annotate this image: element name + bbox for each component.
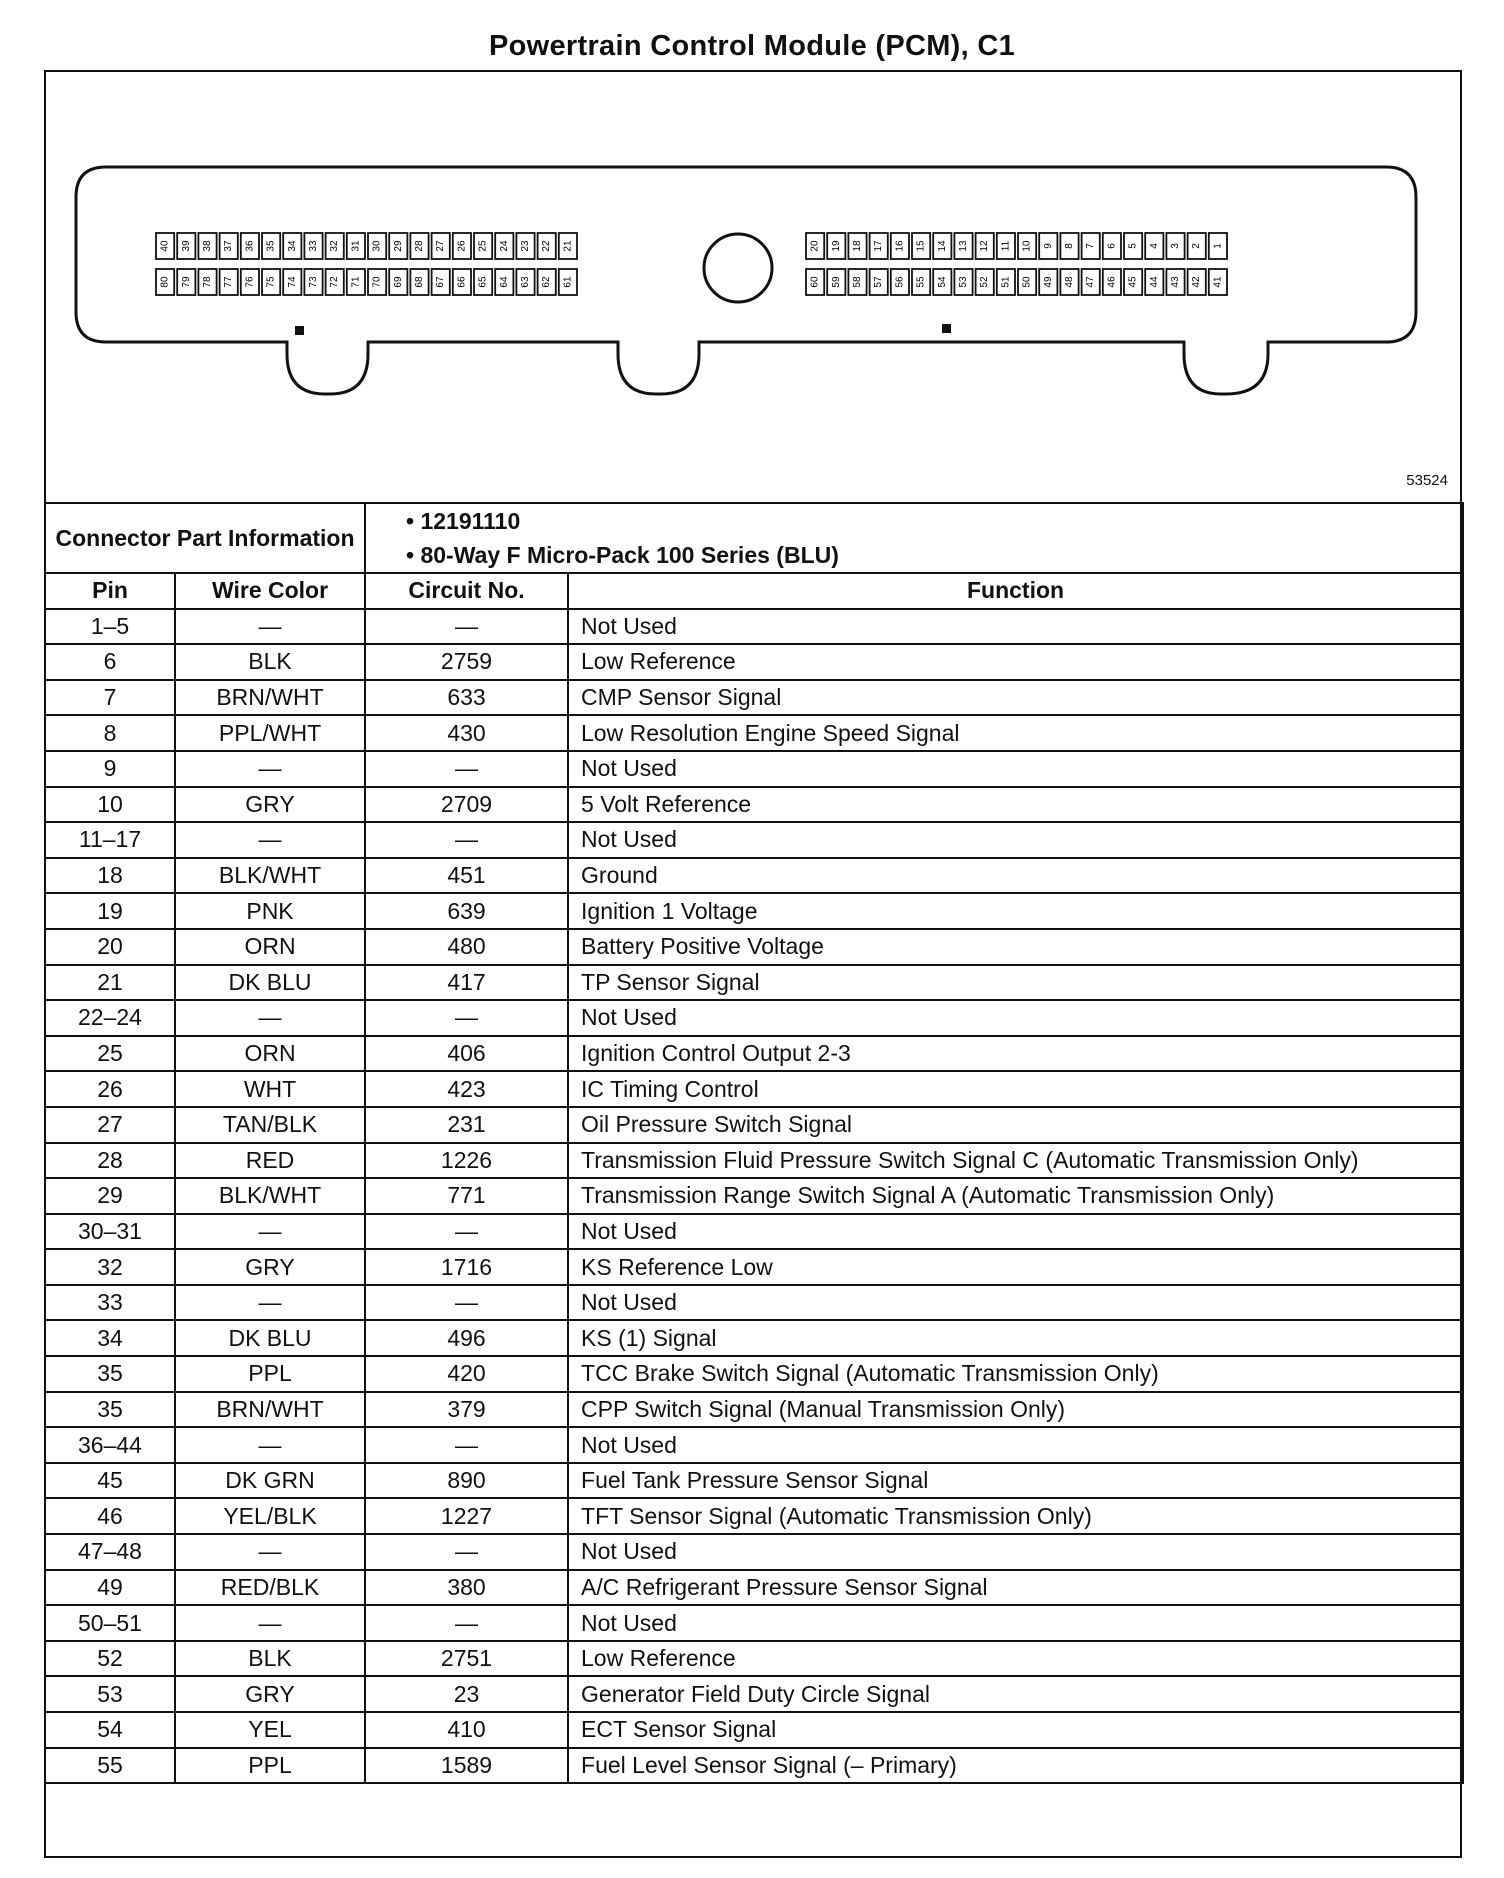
pin-number-label: 42 — [1191, 276, 1203, 288]
circuit-cell: 1716 — [365, 1249, 568, 1285]
pin-number-label: 51 — [1000, 276, 1012, 288]
pin-number-label: 55 — [915, 276, 927, 288]
table-row — [45, 893, 1463, 929]
pin-cell: 55 — [45, 1748, 175, 1784]
wire-color-cell: — — [175, 1214, 365, 1250]
table-row — [45, 1641, 1463, 1677]
pin-cell: 19 — [45, 893, 175, 929]
pin-cell: 35 — [45, 1356, 175, 1392]
connector-info-row — [45, 503, 1463, 573]
pin-number-label: 36 — [244, 240, 256, 252]
pin-number-label: 6 — [1106, 243, 1118, 249]
function-cell: Not Used — [568, 1427, 1463, 1463]
circuit-cell: 380 — [365, 1570, 568, 1606]
circuit-cell: 771 — [365, 1178, 568, 1214]
wire-color-cell: — — [175, 1534, 365, 1570]
circuit-cell: 420 — [365, 1356, 568, 1392]
pin-number-label: 49 — [1042, 276, 1054, 288]
wire-color-cell: GRY — [175, 787, 365, 823]
pin-number-label: 74 — [286, 276, 298, 288]
circuit-cell: — — [365, 1214, 568, 1250]
function-cell: Ignition Control Output 2-3 — [568, 1036, 1463, 1072]
pin-number-label: 32 — [329, 240, 341, 252]
header-wire-color: Wire Color — [175, 573, 365, 609]
pin-number-label: 73 — [308, 276, 319, 288]
function-cell: Not Used — [568, 751, 1463, 787]
wire-color-cell: — — [175, 751, 365, 787]
table-row — [45, 1392, 1463, 1428]
pin-cell: 7 — [45, 680, 175, 716]
function-cell: Not Used — [568, 1000, 1463, 1036]
function-cell: Not Used — [568, 609, 1463, 645]
wire-color-cell: DK BLU — [175, 1320, 365, 1356]
pin-number-label: 53 — [958, 276, 969, 288]
pin-number-label: 27 — [435, 240, 447, 252]
table-row — [45, 644, 1463, 680]
pin-number-label: 56 — [894, 276, 906, 288]
wire-color-cell: DK GRN — [175, 1463, 365, 1499]
pin-number-label: 34 — [286, 240, 298, 252]
wire-color-cell: — — [175, 1000, 365, 1036]
circuit-cell: 1589 — [365, 1748, 568, 1784]
pin-number-label: 19 — [830, 240, 842, 252]
function-cell: Transmission Fluid Pressure Switch Signal C (Automatic Transmission Only) — [568, 1143, 1463, 1179]
wire-color-cell: PPL — [175, 1356, 365, 1392]
circuit-cell: 23 — [365, 1676, 568, 1712]
pin-number-label: 14 — [936, 240, 948, 252]
pin-cell: 18 — [45, 858, 175, 894]
circuit-cell: 410 — [365, 1712, 568, 1748]
pin-number-label: 28 — [414, 240, 425, 252]
wire-color-cell: — — [175, 822, 365, 858]
table-row — [45, 1676, 1463, 1712]
pin-number-label: 30 — [371, 240, 383, 252]
pin-number-label: 64 — [498, 276, 510, 288]
pin-number-label: 59 — [830, 276, 842, 288]
pin-number-label: 60 — [809, 276, 821, 288]
pin-number-label: 20 — [809, 240, 821, 252]
function-cell: 5 Volt Reference — [568, 787, 1463, 823]
pin-cell: 21 — [45, 965, 175, 1001]
pin-number-label: 17 — [873, 240, 885, 252]
table-row — [45, 1356, 1463, 1392]
pin-cell: 6 — [45, 644, 175, 680]
function-cell: Not Used — [568, 1214, 1463, 1250]
pin-number-label: 67 — [435, 276, 447, 288]
circuit-cell: — — [365, 1427, 568, 1463]
pin-number-label: 8 — [1064, 243, 1075, 249]
table-row — [45, 1534, 1463, 1570]
function-cell: Transmission Range Switch Signal A (Automatic Transmission Only) — [568, 1178, 1463, 1214]
pin-cell: 53 — [45, 1676, 175, 1712]
circuit-cell: 417 — [365, 965, 568, 1001]
function-cell: Not Used — [568, 1285, 1463, 1321]
pin-number-label: 48 — [1064, 276, 1075, 288]
pin-number-label: 41 — [1212, 276, 1224, 288]
pin-number-label: 40 — [159, 240, 171, 252]
function-cell: Low Reference — [568, 644, 1463, 680]
function-cell: Fuel Tank Pressure Sensor Signal — [568, 1463, 1463, 1499]
circuit-cell: 639 — [365, 893, 568, 929]
pin-number-label: 13 — [958, 240, 969, 252]
pin-cell: 20 — [45, 929, 175, 965]
table-row — [45, 751, 1463, 787]
pin-number-label: 10 — [1021, 240, 1033, 252]
pin-number-label: 79 — [180, 276, 192, 288]
table-row — [45, 1071, 1463, 1107]
circuit-cell: 451 — [365, 858, 568, 894]
function-cell: A/C Refrigerant Pressure Sensor Signal — [568, 1570, 1463, 1606]
pin-number-label: 22 — [541, 240, 553, 252]
table-row — [45, 822, 1463, 858]
pin-number-label: 68 — [414, 276, 425, 288]
pin-number-label: 4 — [1148, 243, 1160, 249]
pin-number-label: 29 — [392, 240, 404, 252]
pin-cell: 47–48 — [45, 1534, 175, 1570]
function-cell: KS (1) Signal — [568, 1320, 1463, 1356]
connector-info-values — [365, 503, 1463, 573]
function-cell: Ground — [568, 858, 1463, 894]
table-row — [45, 965, 1463, 1001]
pin-number-label: 45 — [1127, 276, 1139, 288]
wire-color-cell: BLK/WHT — [175, 858, 365, 894]
pin-cell: 11–17 — [45, 822, 175, 858]
circuit-cell: — — [365, 609, 568, 645]
function-cell: Not Used — [568, 1534, 1463, 1570]
function-cell: IC Timing Control — [568, 1071, 1463, 1107]
wire-color-cell: YEL — [175, 1712, 365, 1748]
wire-color-cell: WHT — [175, 1071, 365, 1107]
pin-cell: 25 — [45, 1036, 175, 1072]
table-row — [45, 1463, 1463, 1499]
header-function: Function — [568, 573, 1463, 609]
function-cell: Low Reference — [568, 1641, 1463, 1677]
wire-color-cell: BRN/WHT — [175, 680, 365, 716]
circuit-cell: 231 — [365, 1107, 568, 1143]
connector-description: • 80-Way F Micro-Pack 100 Series (BLU) — [406, 538, 1454, 572]
connector-info-label: Connector Part Information — [45, 503, 365, 573]
circuit-cell: 2751 — [365, 1641, 568, 1677]
pin-number-label: 25 — [477, 240, 489, 252]
circuit-cell: 1226 — [365, 1143, 568, 1179]
pin-number-label: 7 — [1085, 243, 1097, 249]
function-cell: TP Sensor Signal — [568, 965, 1463, 1001]
header-pin: Pin — [45, 573, 175, 609]
pin-cell: 1–5 — [45, 609, 175, 645]
circuit-cell: 633 — [365, 680, 568, 716]
circuit-cell: 480 — [365, 929, 568, 965]
pin-number-label: 24 — [498, 240, 510, 252]
wire-color-cell: YEL/BLK — [175, 1498, 365, 1534]
circuit-cell: — — [365, 822, 568, 858]
pin-cell: 45 — [45, 1463, 175, 1499]
connector-face-illustration — [46, 72, 1460, 502]
circuit-cell: — — [365, 751, 568, 787]
table-row — [45, 1712, 1463, 1748]
pin-number-label: 38 — [202, 240, 213, 252]
pin-number-label: 47 — [1085, 276, 1097, 288]
circuit-cell: 430 — [365, 715, 568, 751]
function-cell: TFT Sensor Signal (Automatic Transmission Only) — [568, 1498, 1463, 1534]
pin-number-label: 58 — [852, 276, 863, 288]
wire-color-cell: TAN/BLK — [175, 1107, 365, 1143]
pin-number-label: 35 — [265, 240, 277, 252]
function-cell: CPP Switch Signal (Manual Transmission Only) — [568, 1392, 1463, 1428]
pin-cell: 49 — [45, 1570, 175, 1606]
function-cell: Generator Field Duty Circle Signal — [568, 1676, 1463, 1712]
document-frame — [44, 70, 1462, 1858]
left-polarity-mark — [295, 326, 304, 335]
wire-color-cell: — — [175, 1605, 365, 1641]
pin-number-label: 23 — [520, 240, 531, 252]
wire-color-cell: RED — [175, 1143, 365, 1179]
pin-number-label: 15 — [915, 240, 927, 252]
pin-cell: 33 — [45, 1285, 175, 1321]
wire-color-cell: BLK — [175, 1641, 365, 1677]
table-row — [45, 1000, 1463, 1036]
pin-number-label: 62 — [541, 276, 553, 288]
pin-number-label: 18 — [852, 240, 863, 252]
table-row — [45, 1143, 1463, 1179]
pin-number-label: 63 — [520, 276, 531, 288]
pin-number-label: 50 — [1021, 276, 1033, 288]
pin-number-label: 1 — [1212, 243, 1224, 249]
pin-number-label: 69 — [392, 276, 404, 288]
figure-number: 53524 — [1406, 472, 1448, 489]
table-row — [45, 1498, 1463, 1534]
pin-number-label: 71 — [350, 276, 362, 288]
pin-number-label: 75 — [265, 276, 277, 288]
pin-number-label: 72 — [329, 276, 341, 288]
circuit-cell: 2709 — [365, 787, 568, 823]
function-cell: CMP Sensor Signal — [568, 680, 1463, 716]
circuit-cell: — — [365, 1000, 568, 1036]
table-row — [45, 858, 1463, 894]
table-header-row — [45, 573, 1463, 609]
pin-number-label: 44 — [1148, 276, 1160, 288]
pin-cell: 8 — [45, 715, 175, 751]
pin-cell: 29 — [45, 1178, 175, 1214]
pinout-table — [44, 502, 1464, 1784]
function-cell: Not Used — [568, 822, 1463, 858]
pin-number-label: 43 — [1170, 276, 1181, 288]
circuit-cell: — — [365, 1605, 568, 1641]
pin-number-label: 39 — [180, 240, 192, 252]
table-row — [45, 1427, 1463, 1463]
circuit-cell: — — [365, 1534, 568, 1570]
table-row — [45, 1178, 1463, 1214]
function-cell: KS Reference Low — [568, 1249, 1463, 1285]
pin-cell: 9 — [45, 751, 175, 787]
wire-color-cell: RED/BLK — [175, 1570, 365, 1606]
table-row — [45, 1107, 1463, 1143]
function-cell: TCC Brake Switch Signal (Automatic Transmission Only) — [568, 1356, 1463, 1392]
pin-cell: 46 — [45, 1498, 175, 1534]
pin-number-label: 5 — [1127, 243, 1139, 249]
circuit-cell: 379 — [365, 1392, 568, 1428]
function-cell: Battery Positive Voltage — [568, 929, 1463, 965]
function-cell: Fuel Level Sensor Signal (– Primary) — [568, 1748, 1463, 1784]
wire-color-cell: PNK — [175, 893, 365, 929]
pin-number-label: 26 — [456, 240, 468, 252]
pin-number-label: 11 — [1000, 240, 1012, 252]
pin-number-label: 61 — [562, 276, 574, 288]
pin-number-label: 9 — [1042, 243, 1054, 249]
wire-color-cell: ORN — [175, 1036, 365, 1072]
function-cell: ECT Sensor Signal — [568, 1712, 1463, 1748]
page-title: Powertrain Control Module (PCM), C1 — [488, 30, 1016, 62]
table-row — [45, 715, 1463, 751]
pin-cell: 30–31 — [45, 1214, 175, 1250]
pin-number-label: 70 — [371, 276, 383, 288]
connector-part-number: • 12191110 — [406, 504, 1454, 538]
pin-number-label: 65 — [477, 276, 489, 288]
wire-color-cell: BLK — [175, 644, 365, 680]
pin-number-label: 31 — [350, 240, 362, 252]
pin-number-label: 37 — [223, 240, 235, 252]
pin-cell: 26 — [45, 1071, 175, 1107]
pin-cell: 36–44 — [45, 1427, 175, 1463]
wire-color-cell: — — [175, 1427, 365, 1463]
wire-color-cell: DK BLU — [175, 965, 365, 1001]
circuit-cell: 890 — [365, 1463, 568, 1499]
wire-color-cell: ORN — [175, 929, 365, 965]
table-row — [45, 1285, 1463, 1321]
table-row — [45, 1570, 1463, 1606]
table-row — [45, 1748, 1463, 1784]
pin-number-label: 57 — [873, 276, 885, 288]
circuit-cell: 1227 — [365, 1498, 568, 1534]
pin-cell: 35 — [45, 1392, 175, 1428]
function-cell: Not Used — [568, 1605, 1463, 1641]
right-polarity-mark — [942, 324, 951, 333]
pin-number-label: 33 — [308, 240, 319, 252]
circuit-cell: — — [365, 1285, 568, 1321]
header-circuit-no: Circuit No. — [365, 573, 568, 609]
pin-number-label: 76 — [244, 276, 256, 288]
center-locator-hole — [704, 234, 772, 302]
pin-cell: 28 — [45, 1143, 175, 1179]
circuit-cell: 406 — [365, 1036, 568, 1072]
pin-cell: 50–51 — [45, 1605, 175, 1641]
table-row — [45, 787, 1463, 823]
pin-number-label: 2 — [1191, 243, 1203, 249]
pin-number-label: 46 — [1106, 276, 1118, 288]
wire-color-cell: BRN/WHT — [175, 1392, 365, 1428]
pin-number-label: 66 — [456, 276, 468, 288]
wire-color-cell: — — [175, 1285, 365, 1321]
wire-color-cell: BLK/WHT — [175, 1178, 365, 1214]
wire-color-cell: PPL/WHT — [175, 715, 365, 751]
function-cell: Ignition 1 Voltage — [568, 893, 1463, 929]
wire-color-cell: — — [175, 609, 365, 645]
table-row — [45, 1036, 1463, 1072]
circuit-cell: 423 — [365, 1071, 568, 1107]
pin-cell: 52 — [45, 1641, 175, 1677]
pin-number-label: 21 — [562, 240, 574, 252]
table-row — [45, 1605, 1463, 1641]
pin-cell: 22–24 — [45, 1000, 175, 1036]
table-row — [45, 929, 1463, 965]
function-cell: Oil Pressure Switch Signal — [568, 1107, 1463, 1143]
table-row — [45, 609, 1463, 645]
table-row — [45, 1214, 1463, 1250]
pin-cell: 27 — [45, 1107, 175, 1143]
pin-number-label: 78 — [202, 276, 213, 288]
pin-number-label: 3 — [1170, 243, 1181, 249]
circuit-cell: 496 — [365, 1320, 568, 1356]
circuit-cell: 2759 — [365, 644, 568, 680]
pin-number-label: 80 — [159, 276, 171, 288]
table-row — [45, 680, 1463, 716]
pin-cell: 10 — [45, 787, 175, 823]
pin-number-label: 52 — [979, 276, 991, 288]
function-cell: Low Resolution Engine Speed Signal — [568, 715, 1463, 751]
pin-cell: 34 — [45, 1320, 175, 1356]
pin-number-label: 16 — [894, 240, 906, 252]
wire-color-cell: PPL — [175, 1748, 365, 1784]
connector-diagram — [46, 72, 1460, 502]
pin-number-label: 12 — [979, 240, 991, 252]
pin-number-label: 54 — [936, 276, 948, 288]
pin-cell: 54 — [45, 1712, 175, 1748]
pin-cell: 32 — [45, 1249, 175, 1285]
pin-number-label: 77 — [223, 276, 235, 288]
table-row — [45, 1320, 1463, 1356]
wire-color-cell: GRY — [175, 1249, 365, 1285]
wire-color-cell: GRY — [175, 1676, 365, 1712]
table-row — [45, 1249, 1463, 1285]
